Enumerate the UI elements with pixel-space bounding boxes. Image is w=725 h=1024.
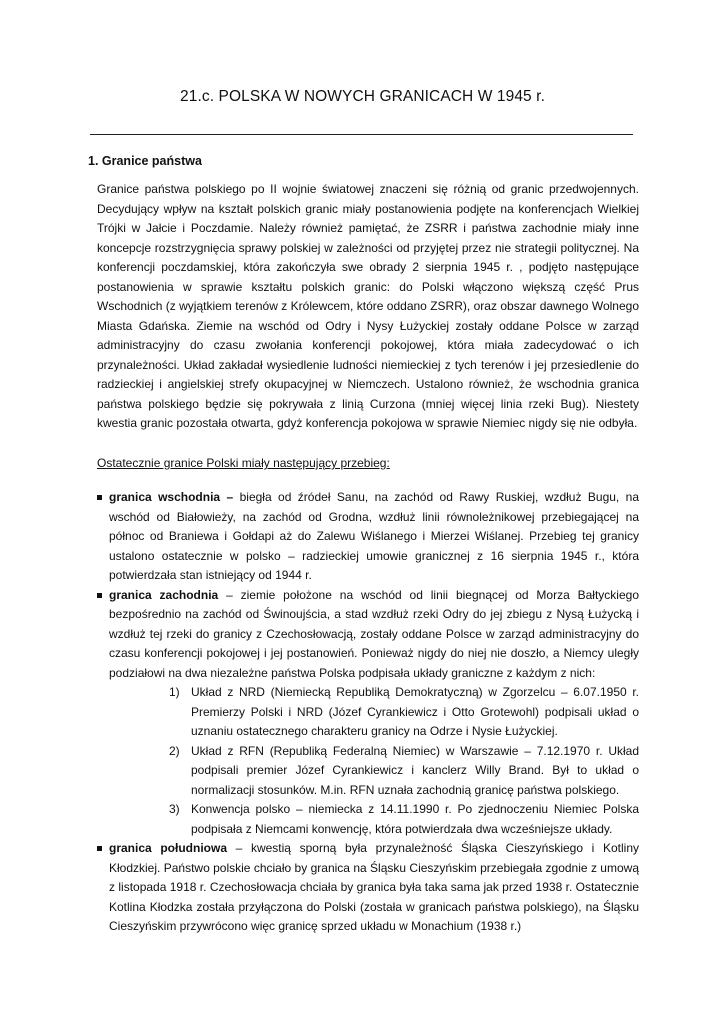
list-item-treaty [169,800,639,839]
treaties-list [169,683,639,839]
list-item-treaty [169,742,639,801]
bullet-icon [97,495,102,500]
list-item-treaty [169,683,639,742]
list-item-border-east [97,488,639,586]
border-text: – kwestią sporną była przynależność Śląska Cieszyńskiego i Kotliny Kłodzkiej. Państwo polskie chciało by granica na Śląsku Cieszyńskim przebiegała zgodnie z umową z listopada 1918 r. Czechosłowacja chciała by granica była taka sama jak przed 1938 r. Ostatecznie Kotlina Kłodzka została przyłączona do Polski (została w granicach państwa polskiego), na Śląsku Cieszyńskim przywrócono więc granicę sprzed układu w Monachium (1938 r.) [109,841,639,933]
treaty-number: 1) [169,685,180,699]
treaty-number: 2) [169,743,180,758]
title-divider [90,134,633,135]
border-text: biegła od źródeł Sanu, na zachód od Rawy Ruskiej, wzdłuż Bugu, na wschód od Białowieży, na zachód od Grodna, wzdłuż linii równoleżnikowej przebiegającej na północ od Braniewa i Gołdapi aż do Zalewu Wiślanego i Mierzei Wiślanej. Przebieg tej granicy ustalono ostatecznie w polsko – radzieckiej umowie granicznej z 16 sierpnia 1945 r., która potwierdzała stan istniejący od 1944 r. [109,490,640,582]
treaty-text: Układ z NRD (Niemiecką Republiką Demokratyczną) w Zgorzelcu – 6.07.1950 r. Premierzy Polski i NRD (Józef Cyrankiewicz i Otto Grotewohl) podpisali układ o uznaniu ostatecznego charakteru granicy na Odrze i Nysie Łużyckiej. [191,685,639,738]
border-label: granica południowa [109,841,227,855]
page-title: 21.c. POLSKA W NOWYCH GRANICACH W 1945 r. [180,88,545,105]
treaty-text: Układ z RFN (Republiką Federalną Niemiec) w Warszawie – 7.12.1970 r. Układ podpisali premier Józef Cyrankiewicz i kanclerz Willy Brand. Był to układ o normalizacji stosunków. M.in. RFN uznała zachodnią granicę państwa polskiego. [191,743,639,797]
borders-heading: Ostatecznie granice Polski miały następujący przebieg: [97,456,390,470]
treaty-number: 3) [169,802,180,816]
section-heading: 1. Granice państwa [88,154,202,168]
intro-paragraph: Granice państwa polskiego po II wojnie światowej znaczeni się różnią od granic przedwojennych. Decydujący wpływ na kształt polskich granic miały postanowienia podjęte na konferencjach Wielkiej Trójki w Jałcie i Poczdamie. Należy również pamiętać, że ZSRR i państwa zachodnie miały inne koncepcje rozstrzygnięcia sprawy polskiej w zależności od przyjętej przez nie strategii politycznej. Na konferencji poczdamskiej, która zakończyła swe obrady 2 sierpnia 1945 r. , podjęto następujące postanowienia w sprawie kształtu polskich granic: do Polski włączono większą część Prus Wschodnich (z wyjątkiem terenów z Królewcem, które oddano ZSRR), oraz obszar dawnego Wolnego Miasta Gdańska. Ziemie na wschód od Odry i Nysy Łużyckiej zostały oddane Polsce w zarząd administracyjny do czasu zwołania konferencji pokojowej, która miała zadecydować o ich przynależności. Układ zakładał wysiedlenie ludności niemieckiej z tych terenów i jej przesiedlenie do radzieckiej i angielskiej strefy okupacyjnej w Niemczech. Ustalono również, że wschodnia granica państwa polskiego będzie się pokrywała z linią Curzona (mniej więcej linia rzeki Bug). Niestety kwestia granic pozostała otwarta, gdyż konferencja pokojowa w sprawie Niemiec nigdy się nie odbyła. [97,182,639,430]
borders-list [97,488,639,937]
border-text: – ziemie położone na wschód od linii biegnącej od Morza Bałtyckiego bezpośrednio na zachód od Świnoujścia, a stad wzdłuż rzeki Odry do jej zbiegu z Nysą Łużycką i wzdłuż tej rzeki do granicy z Czechosłowacją, zostały oddane Polsce w zarząd administracyjny do czasu konferencji pokojowej i jej postanowień. Ponieważ nigdy do niej nie doszło, a Niemcy uległy podziałowi na dwa niezależne państwa Polska podpisała układy graniczne z każdym z nich: [109,587,639,680]
border-label: granica zachodnia [109,587,219,602]
bullet-icon [97,846,102,851]
list-item-border-south [97,839,639,937]
list-item-border-west [97,586,639,840]
bullet-icon [97,593,102,598]
border-label: granica wschodnia – [109,490,234,504]
treaty-text: Konwencja polsko – niemiecka z 14.11.1990 r. Po zjednoczeniu Niemiec Polska podpisała z Niemcami konwencję, która potwierdzała dwa wcześniejsze układy. [191,802,639,836]
